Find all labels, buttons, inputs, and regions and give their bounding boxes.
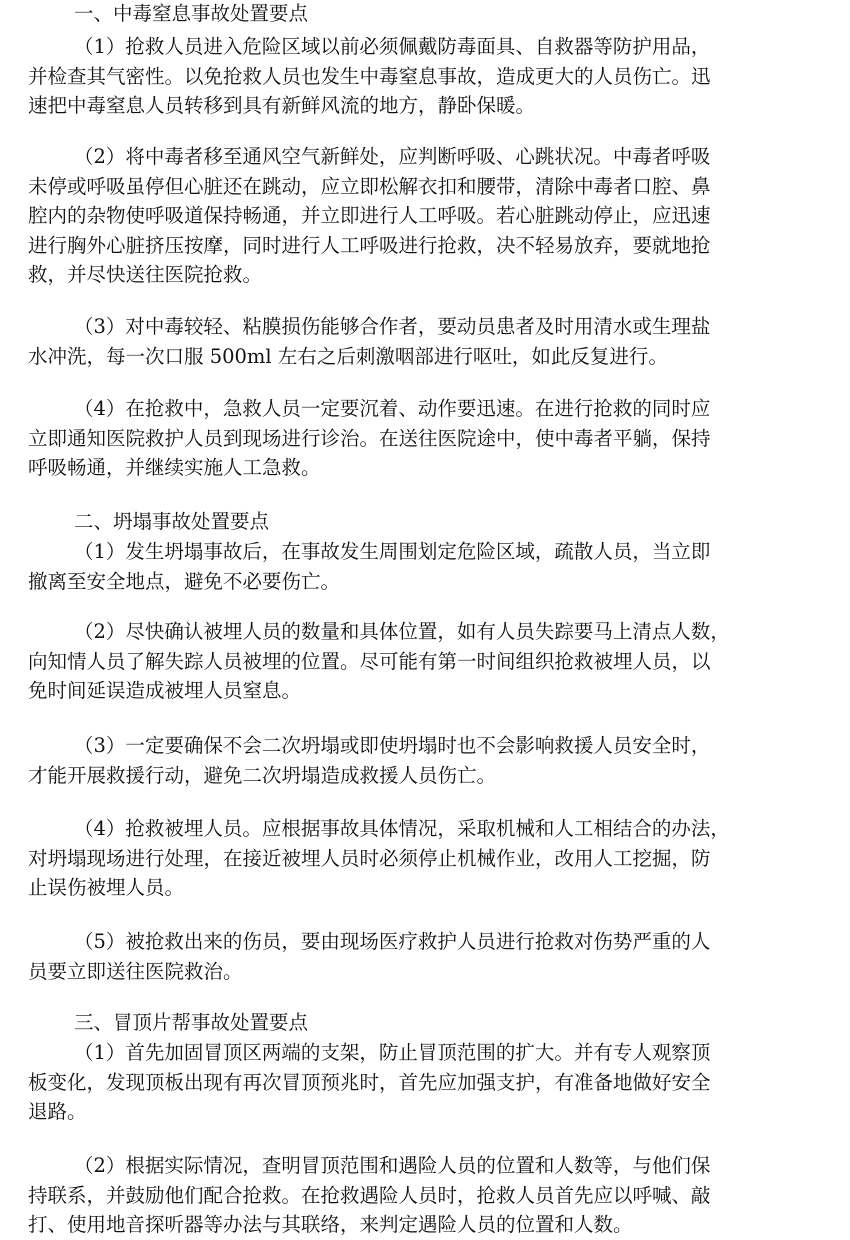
text-line: 撤离至安全地点，避免不必要伤亡。	[28, 569, 341, 593]
paragraph-collapse-3	[28, 731, 828, 790]
text-line: 立即通知医院救护人员到现场进行诊治。在送往医院途中，使中毒者平躺，保持	[28, 426, 711, 450]
paragraph-poisoning-1	[28, 32, 828, 121]
text-line: 对坍塌现场进行处理，在接近被埋人员时必须停止机械作业，改用人工挖掘，防	[28, 846, 711, 870]
text-line: 速把中毒窒息人员转移到具有新鲜风流的地方，静卧保暖。	[28, 94, 536, 117]
paragraph-collapse-5	[28, 927, 828, 986]
text-line: （2）根据实际情况，查明冒顶范围和遇险人员的位置和人数等，与他们保	[74, 1154, 711, 1177]
text-line: （2）将中毒者移至通风空气新鲜处，应判断呼吸、心跳状况。中毒者呼吸	[74, 145, 711, 168]
text-line: （5）被抢救出来的伤员，要由现场医疗救护人员进行抢救对伤势严重的人	[74, 930, 711, 953]
paragraph-roof-fall-2	[28, 1151, 828, 1240]
text-line: 并检查其气密性。以免抢救人员也发生中毒窒息事故，造成更大的人员伤亡。迅	[28, 64, 711, 88]
paragraph-poisoning-3	[28, 312, 828, 371]
paragraph-poisoning-4	[28, 394, 828, 483]
text-line: （3）对中毒较轻、粘膜损伤能够合作者，要动员患者及时用清水或生理盐	[74, 315, 711, 338]
text-line: 腔内的杂物使呼吸道保持畅通，并立即进行人工呼吸。若心脏跳动停止，应迅速	[28, 204, 711, 227]
paragraph-roof-fall-1	[28, 1038, 828, 1127]
paragraph-collapse-2	[28, 617, 828, 706]
text-line: 进行胸外心脏挤压按摩，同时进行人工呼吸进行抢救，决不轻易放弃，要就地抢	[28, 233, 711, 257]
section-heading-poisoning: 一、中毒窒息事故处置要点	[74, 2, 309, 25]
text-line: （3）一定要确保不会二次坍塌或即使坍塌时也不会影响救援人员安全时，	[74, 734, 711, 757]
text-line: 止误伤被埋人员。	[28, 876, 185, 899]
section-heading-roof-fall: 三、冒顶片帮事故处置要点	[74, 1011, 309, 1034]
text-line: （2）尽快确认被埋人员的数量和具体位置，如有人员失踪要马上清点人数，	[74, 620, 730, 643]
text-line: 打、使用地音探听器等办法与其联络，来判定遇险人员的位置和人数。	[28, 1213, 633, 1236]
text-line: 退路。	[28, 1100, 87, 1123]
paragraph-poisoning-2	[28, 142, 828, 290]
text-line: 呼吸畅通，并继续实施人工急救。	[28, 456, 321, 479]
text-line: （1）首先加固冒顶区两端的支架，防止冒顶范围的扩大。并有专人观察顶	[74, 1041, 711, 1064]
text-line: 救，并尽快送往医院抢救。	[28, 263, 263, 286]
text-line: （4）抢救被埋人员。应根据事故具体情况，采取机械和人工相结合的办法，	[74, 817, 730, 840]
text-line: （1）抢救人员进入危险区域以前必须佩戴防毒面具、自救器等防护用品，	[74, 35, 711, 58]
section-heading-collapse: 二、坍塌事故处置要点	[74, 510, 270, 533]
text-line: 免时间延误造成被埋人员窒息。	[28, 679, 302, 702]
text-line: 板变化，发现顶板出现有再次冒顶预兆时，首先应加强支护，有准备地做好安全	[28, 1070, 711, 1094]
paragraph-collapse-1	[28, 537, 828, 596]
text-line: 水冲洗，每一次口服 500ml 左右之后刺激咽部进行呕吐，如此反复进行。	[28, 344, 668, 368]
text-line: 员要立即送往医院救治。	[28, 959, 243, 983]
text-line: 向知情人员了解失踪人员被埋的位置。尽可能有第一时间组织抢救被埋人员，以	[28, 649, 711, 673]
text-line: （1）发生坍塌事故后，在事故发生周围划定危险区域，疏散人员，当立即	[74, 540, 711, 563]
paragraph-collapse-4	[28, 814, 828, 903]
text-line: （4）在抢救中，急救人员一定要沉着、动作要迅速。在进行抢救的同时应	[74, 397, 711, 420]
text-line: 才能开展救援行动，避免二次坍塌造成救援人员伤亡。	[28, 763, 497, 787]
text-line: 未停或呼吸虽停但心脏还在跳动，应立即松解衣扣和腰带，清除中毒者口腔、鼻	[28, 174, 711, 198]
text-line: 持联系，并鼓励他们配合抢救。在抢救遇险人员时，抢救人员首先应以呼喊、敲	[28, 1183, 711, 1207]
